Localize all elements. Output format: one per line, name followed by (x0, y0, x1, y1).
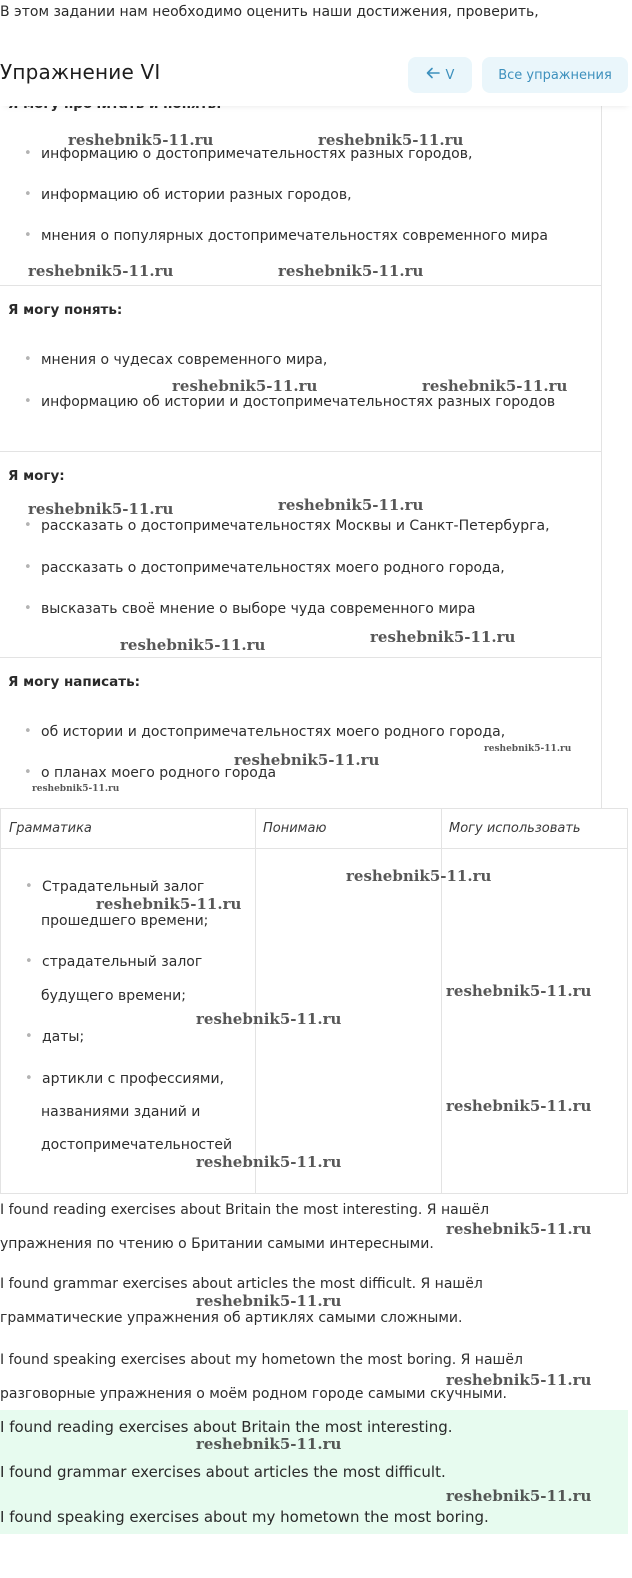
list-item: • рассказать о достопримечательностях Москвы и Санкт-Петербурга, (24, 518, 550, 534)
list-item: • об истории и достопримечательностях моего родного города, (24, 724, 505, 740)
watermark: reshebnik5-11.ru (120, 636, 266, 654)
understand-section (0, 286, 602, 452)
grammar-item: • страдательный залог (25, 954, 202, 970)
paragraph-line: I found speaking exercises about my hometown the most boring. Я нашёл (0, 1352, 523, 1368)
read-section (0, 100, 602, 286)
answer-box (0, 1410, 628, 1534)
watermark: reshebnik5-11.ru (68, 131, 214, 149)
answer-line: I found speaking exercises about my hometown the most boring. (0, 1508, 489, 1526)
exercise-header (0, 50, 632, 106)
grammar-item-cont: достопримечательностей (41, 1137, 233, 1153)
watermark: reshebnik5-11.ru (196, 1010, 342, 1028)
paragraph-line: I found grammar exercises about articles the most difficult. Я нашёл (0, 1276, 483, 1292)
watermark: reshebnik5-11.ru (346, 867, 492, 885)
watermark: reshebnik5-11.ru (370, 628, 516, 646)
watermark: reshebnik5-11.ru (278, 262, 424, 280)
grammar-item-cont: названиями зданий и (41, 1104, 201, 1120)
grammar-table (0, 808, 628, 1194)
watermark: reshebnik5-11.ru (484, 744, 572, 754)
watermark: reshebnik5-11.ru (28, 500, 174, 518)
understand-heading: Я могу понять: (8, 302, 123, 318)
list-item: • о планах моего родного города (24, 765, 276, 781)
prev-exercise-button[interactable] (408, 57, 472, 93)
watermark: reshebnik5-11.ru (28, 262, 174, 280)
column-header-understand: Понимаю (263, 821, 327, 836)
column-header-grammar: Грамматика (9, 821, 92, 836)
list-item: • информацию об истории разных городов, (24, 187, 352, 203)
grammar-item-cont: прошедшего времени; (41, 913, 209, 929)
paragraph-line: I found reading exercises about Britain the most interesting. Я нашёл (0, 1202, 490, 1218)
watermark: reshebnik5-11.ru (446, 982, 592, 1000)
list-item: • информацию об истории и достопримечательностях разных городов (24, 394, 555, 410)
grammar-table-header (1, 809, 627, 849)
grammar-item: • Страдательный залог (25, 879, 204, 895)
watermark: reshebnik5-11.ru (422, 377, 568, 395)
write-heading: Я могу написать: (8, 674, 141, 690)
grammar-item-cont: будущего времени; (41, 988, 186, 1004)
watermark: reshebnik5-11.ru (96, 895, 242, 913)
watermark: reshebnik5-11.ru (196, 1292, 342, 1310)
intro-text: В этом задании нам необходимо оценить наши достижения, проверить, (0, 4, 539, 20)
all-exercises-label: Все упражнения (498, 67, 612, 83)
grammar-item: • артикли с профессиями, (25, 1071, 224, 1087)
watermark: reshebnik5-11.ru (446, 1097, 592, 1115)
list-item: • мнения о популярных достопримечательностях современного мира (24, 228, 548, 244)
all-exercises-button[interactable] (482, 57, 628, 93)
watermark: reshebnik5-11.ru (196, 1435, 342, 1453)
paragraph-line: грамматические упражнения об артиклях самыми сложными. (0, 1310, 463, 1326)
column-header-can-use: Могу использовать (449, 821, 581, 836)
self-check-table (0, 100, 602, 808)
exercise-title: Упражнение VI (0, 60, 161, 84)
prev-exercise-label: V (445, 67, 455, 83)
column-divider (255, 809, 256, 1193)
can-heading: Я могу: (8, 468, 65, 484)
watermark: reshebnik5-11.ru (446, 1371, 592, 1389)
list-item: • рассказать о достопримечательностях моего родного города, (24, 560, 505, 576)
paragraph-line: упражнения по чтению о Британии самыми интересными. (0, 1236, 434, 1252)
watermark: reshebnik5-11.ru (32, 784, 120, 794)
watermark: reshebnik5-11.ru (278, 496, 424, 514)
watermark: reshebnik5-11.ru (172, 377, 318, 395)
arrow-left-icon (426, 67, 440, 83)
paragraph-line: разговорные упражнения о моём родном городе самыми скучными. (0, 1386, 507, 1402)
grammar-item: • даты; (25, 1029, 84, 1045)
answer-line: I found grammar exercises about articles the most difficult. (0, 1463, 446, 1481)
watermark: reshebnik5-11.ru (234, 751, 380, 769)
watermark: reshebnik5-11.ru (318, 131, 464, 149)
watermark: reshebnik5-11.ru (446, 1487, 592, 1505)
answer-line: I found reading exercises about Britain the most interesting. (0, 1418, 453, 1436)
list-item: • мнения о чудесах современного мира, (24, 352, 327, 368)
list-item: • информацию о достопримечательностях разных городов, (24, 146, 472, 162)
watermark: reshebnik5-11.ru (446, 1220, 592, 1238)
watermark: reshebnik5-11.ru (196, 1153, 342, 1171)
list-item: • высказать своё мнение о выборе чуда современного мира (24, 601, 475, 617)
